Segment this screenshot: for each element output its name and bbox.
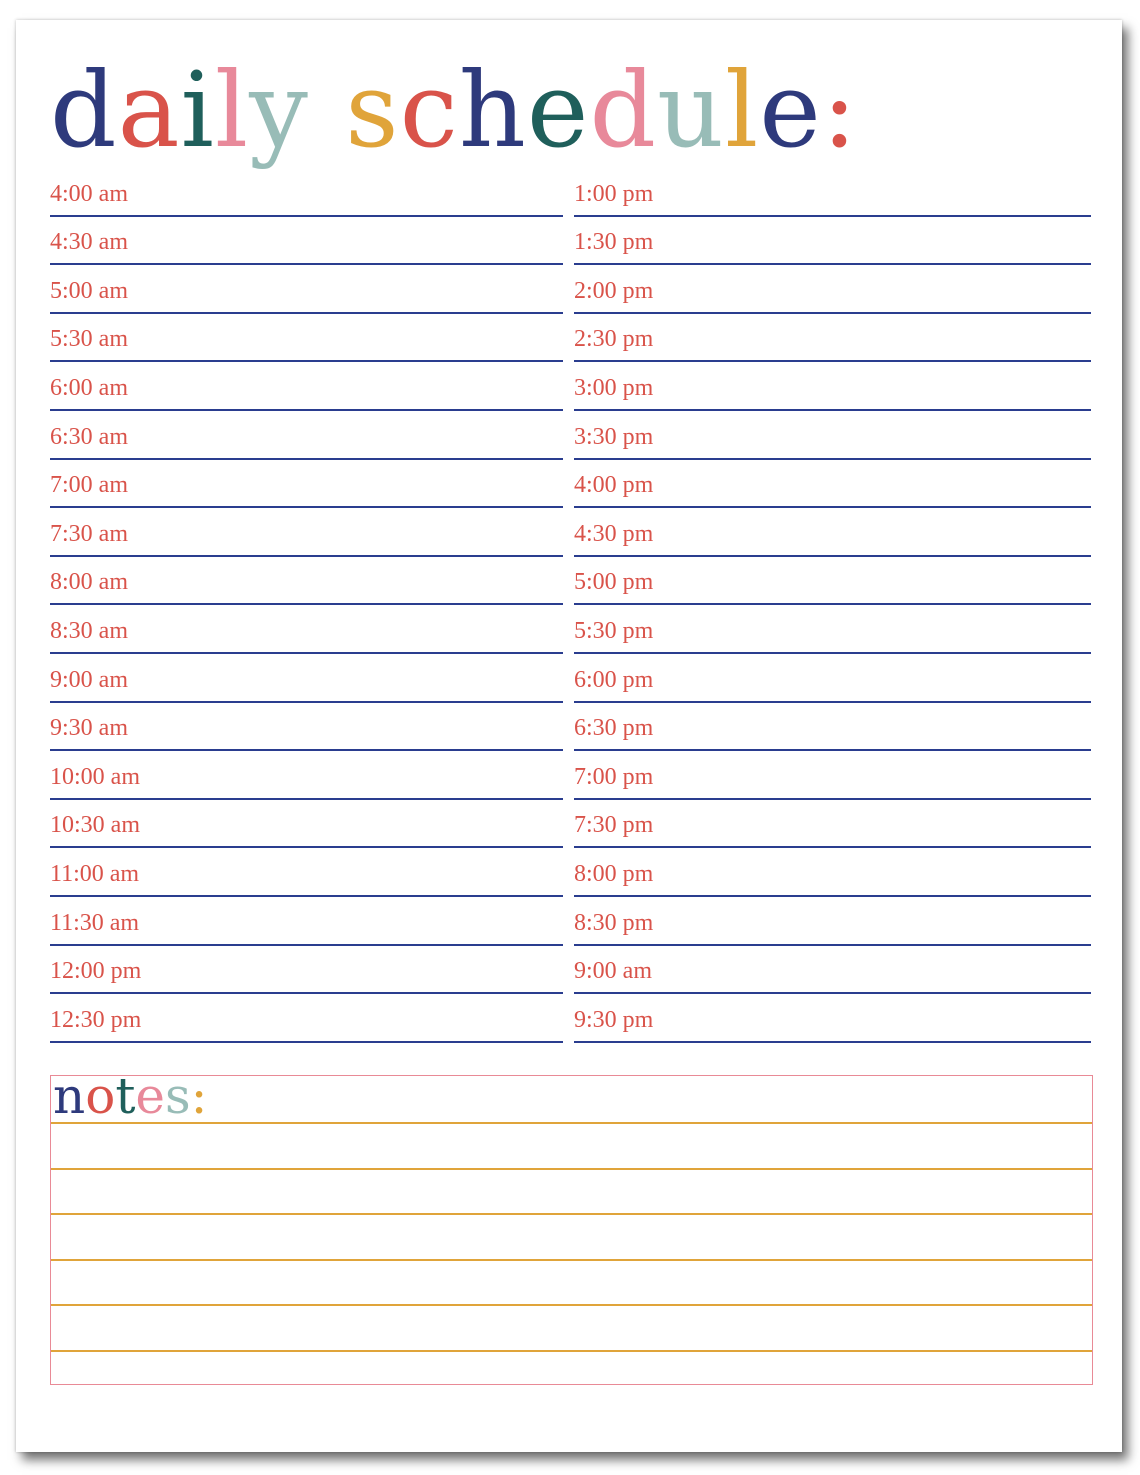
time-label: 4:30 am	[50, 229, 128, 256]
time-slot-row[interactable]	[574, 751, 1091, 800]
time-slot-row[interactable]	[574, 460, 1091, 509]
time-label: 9:00 am	[574, 958, 652, 985]
title-letter: c	[399, 49, 459, 171]
time-label: 4:30 pm	[574, 520, 654, 547]
title-letter: s	[345, 49, 400, 171]
time-slot-row[interactable]	[574, 265, 1091, 314]
time-label: 6:30 am	[50, 423, 128, 450]
time-slot-row[interactable]	[574, 654, 1091, 703]
notes-title-letter: :	[190, 1067, 208, 1125]
time-slot-row[interactable]	[574, 168, 1091, 217]
notes-line[interactable]	[51, 1168, 1092, 1170]
time-label: 9:30 am	[50, 715, 128, 742]
time-slot-row[interactable]	[50, 217, 563, 266]
title-letter: i	[180, 49, 215, 171]
time-slot-row[interactable]	[574, 703, 1091, 752]
time-label: 6:00 am	[50, 374, 128, 401]
time-slot-row[interactable]	[50, 800, 563, 849]
time-slot-row[interactable]	[574, 411, 1091, 460]
page-title	[50, 48, 858, 172]
time-label: 2:00 pm	[574, 277, 654, 304]
time-slot-row[interactable]	[50, 557, 563, 606]
schedule-page	[16, 20, 1122, 1452]
time-label: 9:30 pm	[574, 1006, 654, 1033]
time-slot-row[interactable]	[574, 946, 1091, 995]
time-label: 7:30 pm	[574, 812, 654, 839]
time-label: 5:00 pm	[574, 569, 654, 596]
time-slot-row[interactable]	[50, 654, 563, 703]
time-slot-row[interactable]	[50, 848, 563, 897]
morning-column	[50, 168, 563, 1043]
time-label: 5:30 pm	[574, 617, 654, 644]
time-slot-row[interactable]	[50, 946, 563, 995]
time-label: 7:30 am	[50, 520, 128, 547]
time-slot-row[interactable]	[50, 411, 563, 460]
time-label: 10:00 am	[50, 763, 140, 790]
time-label: 7:00 pm	[574, 763, 654, 790]
time-slot-row[interactable]	[50, 751, 563, 800]
time-label: 1:30 pm	[574, 229, 654, 256]
time-slot-row[interactable]	[574, 848, 1091, 897]
notes-title-letter: n	[53, 1067, 86, 1125]
time-label: 12:30 pm	[50, 1006, 142, 1033]
notes-box	[50, 1067, 1093, 1385]
time-label: 9:00 am	[50, 666, 128, 693]
time-label: 2:30 pm	[574, 326, 654, 353]
time-label: 12:00 pm	[50, 958, 142, 985]
time-slot-row[interactable]	[574, 605, 1091, 654]
time-slot-row[interactable]	[574, 362, 1091, 411]
time-label: 8:30 pm	[574, 909, 654, 936]
time-label: 7:00 am	[50, 472, 128, 499]
time-slot-row[interactable]	[50, 314, 563, 363]
time-slot-row[interactable]	[574, 314, 1091, 363]
time-label: 6:00 pm	[574, 666, 654, 693]
title-letter: l	[214, 49, 250, 171]
afternoon-column	[574, 168, 1091, 1043]
title-letter: l	[725, 49, 760, 171]
notes-title-letter: t	[115, 1067, 136, 1125]
time-slot-row[interactable]	[574, 508, 1091, 557]
time-label: 11:00 am	[50, 860, 140, 887]
time-slot-row[interactable]	[574, 217, 1091, 266]
time-label: 3:00 pm	[574, 374, 654, 401]
time-slot-row[interactable]	[50, 265, 563, 314]
time-label: 10:30 am	[50, 812, 140, 839]
notes-title	[53, 1068, 208, 1124]
title-letter: d	[589, 49, 658, 171]
time-slot-row[interactable]	[50, 362, 563, 411]
time-label: 8:00 am	[50, 569, 128, 596]
time-label: 5:00 am	[50, 277, 128, 304]
time-slot-row[interactable]	[50, 897, 563, 946]
title-letter: e	[759, 49, 822, 171]
title-letter: y	[249, 49, 309, 171]
time-slot-row[interactable]	[50, 703, 563, 752]
time-slot-row[interactable]	[574, 800, 1091, 849]
time-label: 6:30 pm	[574, 715, 654, 742]
time-label: 3:30 pm	[574, 423, 654, 450]
title-letter: :	[821, 49, 858, 171]
time-label: 4:00 pm	[574, 472, 654, 499]
time-label: 1:00 pm	[574, 180, 654, 207]
time-label: 11:30 am	[50, 909, 140, 936]
title-letter: e	[526, 49, 590, 171]
notes-title-letter: s	[165, 1067, 191, 1125]
title-letter: d	[50, 49, 118, 171]
time-slot-row[interactable]	[50, 994, 563, 1043]
notes-title-letter: o	[85, 1067, 116, 1125]
notes-line[interactable]	[51, 1350, 1092, 1352]
title-letter: u	[657, 49, 725, 171]
notes-line[interactable]	[51, 1304, 1092, 1306]
time-label: 5:30 am	[50, 326, 128, 353]
title-letter: h	[458, 49, 527, 171]
time-slot-row[interactable]	[50, 168, 563, 217]
notes-line[interactable]	[51, 1213, 1092, 1215]
time-label: 8:30 am	[50, 617, 128, 644]
time-label: 4:00 am	[50, 180, 128, 207]
notes-title-letter: e	[135, 1067, 165, 1125]
time-label: 8:00 pm	[574, 860, 654, 887]
time-slot-row[interactable]	[50, 605, 563, 654]
time-slot-row[interactable]	[574, 557, 1091, 606]
notes-line[interactable]	[51, 1122, 1092, 1124]
title-letter: a	[117, 49, 181, 171]
time-slot-row[interactable]	[574, 897, 1091, 946]
notes-line[interactable]	[51, 1259, 1092, 1261]
time-slot-row[interactable]	[50, 460, 563, 509]
time-slot-row[interactable]	[574, 994, 1091, 1043]
time-slot-row[interactable]	[50, 508, 563, 557]
